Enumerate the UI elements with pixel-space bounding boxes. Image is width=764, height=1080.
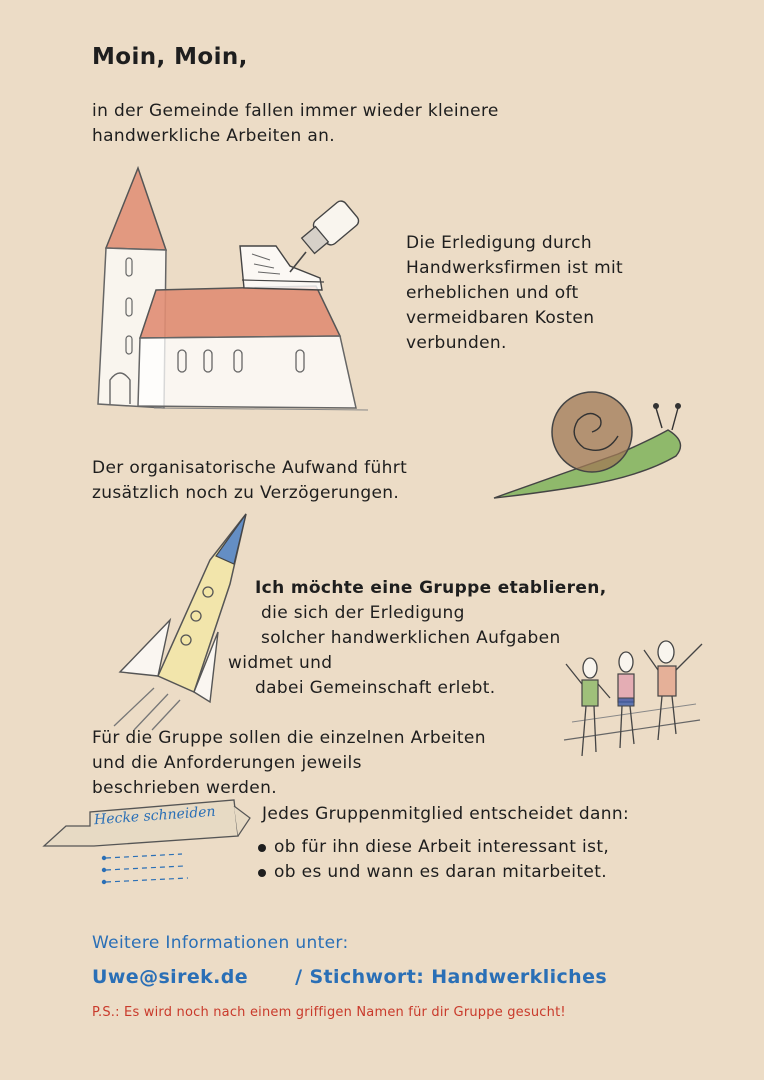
costs-line: vermeidbaren Kosten bbox=[406, 308, 595, 328]
group-paragraph bbox=[228, 576, 607, 701]
banner-note-line bbox=[106, 878, 188, 882]
rocket-window bbox=[181, 635, 191, 645]
decision-list bbox=[256, 835, 629, 885]
banner-note-dot bbox=[102, 880, 106, 884]
tasks-line: Für die Gruppe sollen die einzelnen Arbeiten bbox=[92, 728, 486, 748]
tower-roof bbox=[106, 168, 166, 250]
decision-paragraph bbox=[256, 802, 629, 885]
delay-paragraph bbox=[92, 456, 407, 506]
person-figure bbox=[618, 652, 634, 748]
group-line: dabei Gemeinschaft erlebt. bbox=[255, 678, 496, 698]
costs-line: verbunden. bbox=[406, 333, 507, 353]
person-figure bbox=[566, 658, 610, 756]
banner-note-dot bbox=[102, 868, 106, 872]
banner-sketch bbox=[42, 796, 252, 892]
costs-line: Die Erledigung durch bbox=[406, 233, 592, 253]
group-line: die sich der Erledigung bbox=[261, 603, 465, 623]
decision-bullet: ob es und wann es daran mitarbeitet. bbox=[256, 860, 629, 885]
snail-antenna bbox=[672, 408, 678, 430]
group-line: solcher handwerklichen Aufgaben bbox=[261, 628, 561, 648]
person-figure bbox=[644, 641, 702, 740]
costs-line: erheblichen und oft bbox=[406, 283, 579, 303]
rocket-tip bbox=[216, 514, 246, 564]
snail-eye bbox=[653, 403, 659, 409]
contact-keyword: / Stichwort: Handwerkliches bbox=[295, 966, 608, 988]
intro-line: handwerkliche Arbeiten an. bbox=[92, 126, 335, 146]
group-headline: Ich möchte eine Gruppe etablieren, bbox=[255, 578, 607, 598]
intro-paragraph bbox=[92, 99, 499, 149]
rocket-window bbox=[203, 587, 213, 597]
snail-sketch-icon bbox=[492, 390, 692, 502]
decision-lead: Jedes Gruppenmitglied entscheidet dann: bbox=[262, 804, 630, 824]
decision-bullet: ob für ihn diese Arbeit interessant ist, bbox=[256, 835, 629, 860]
tasks-line: und die Anforderungen jeweils bbox=[92, 753, 362, 773]
snail-antenna bbox=[656, 408, 662, 428]
costs-paragraph bbox=[406, 231, 623, 356]
delay-line: Der organisatorische Aufwand führt bbox=[92, 458, 408, 478]
contact-line bbox=[92, 966, 607, 988]
rocket-exhaust bbox=[114, 688, 154, 726]
costs-line: Handwerksfirmen ist mit bbox=[406, 258, 624, 278]
sneaker-sketch-icon bbox=[240, 246, 324, 290]
ps-note: P.S.: Es wird noch nach einem griffigen Namen für dir Gruppe gesucht! bbox=[92, 1005, 566, 1020]
church-sketch-icon bbox=[94, 168, 374, 413]
contact-email-link[interactable]: Uwe@sirek.de bbox=[92, 966, 249, 988]
banner-note-line bbox=[106, 854, 182, 858]
intro-line: in der Gemeinde fallen immer wieder kleinere bbox=[92, 101, 499, 121]
tasks-paragraph bbox=[92, 726, 486, 801]
rocket-exhaust bbox=[134, 694, 168, 730]
greeting-heading: Moin, Moin, bbox=[92, 44, 248, 70]
snail-eye bbox=[675, 403, 681, 409]
banner-note-dot bbox=[102, 856, 106, 860]
ground-line bbox=[572, 704, 696, 722]
banner-note-line bbox=[106, 866, 184, 870]
nave-body bbox=[138, 336, 356, 408]
delay-line: zusätzlich noch zu Verzögerungen. bbox=[92, 483, 400, 503]
nave-roof bbox=[140, 286, 340, 338]
banner-label: Hecke schneiden bbox=[93, 803, 217, 829]
rocket-window bbox=[191, 611, 201, 621]
tasks-line: beschrieben werden. bbox=[92, 778, 277, 798]
info-heading: Weitere Informationen unter: bbox=[92, 933, 349, 953]
people-sketch-icon bbox=[552, 628, 712, 768]
group-line: widmet und bbox=[228, 653, 333, 673]
drill-sketch-icon bbox=[290, 199, 361, 272]
